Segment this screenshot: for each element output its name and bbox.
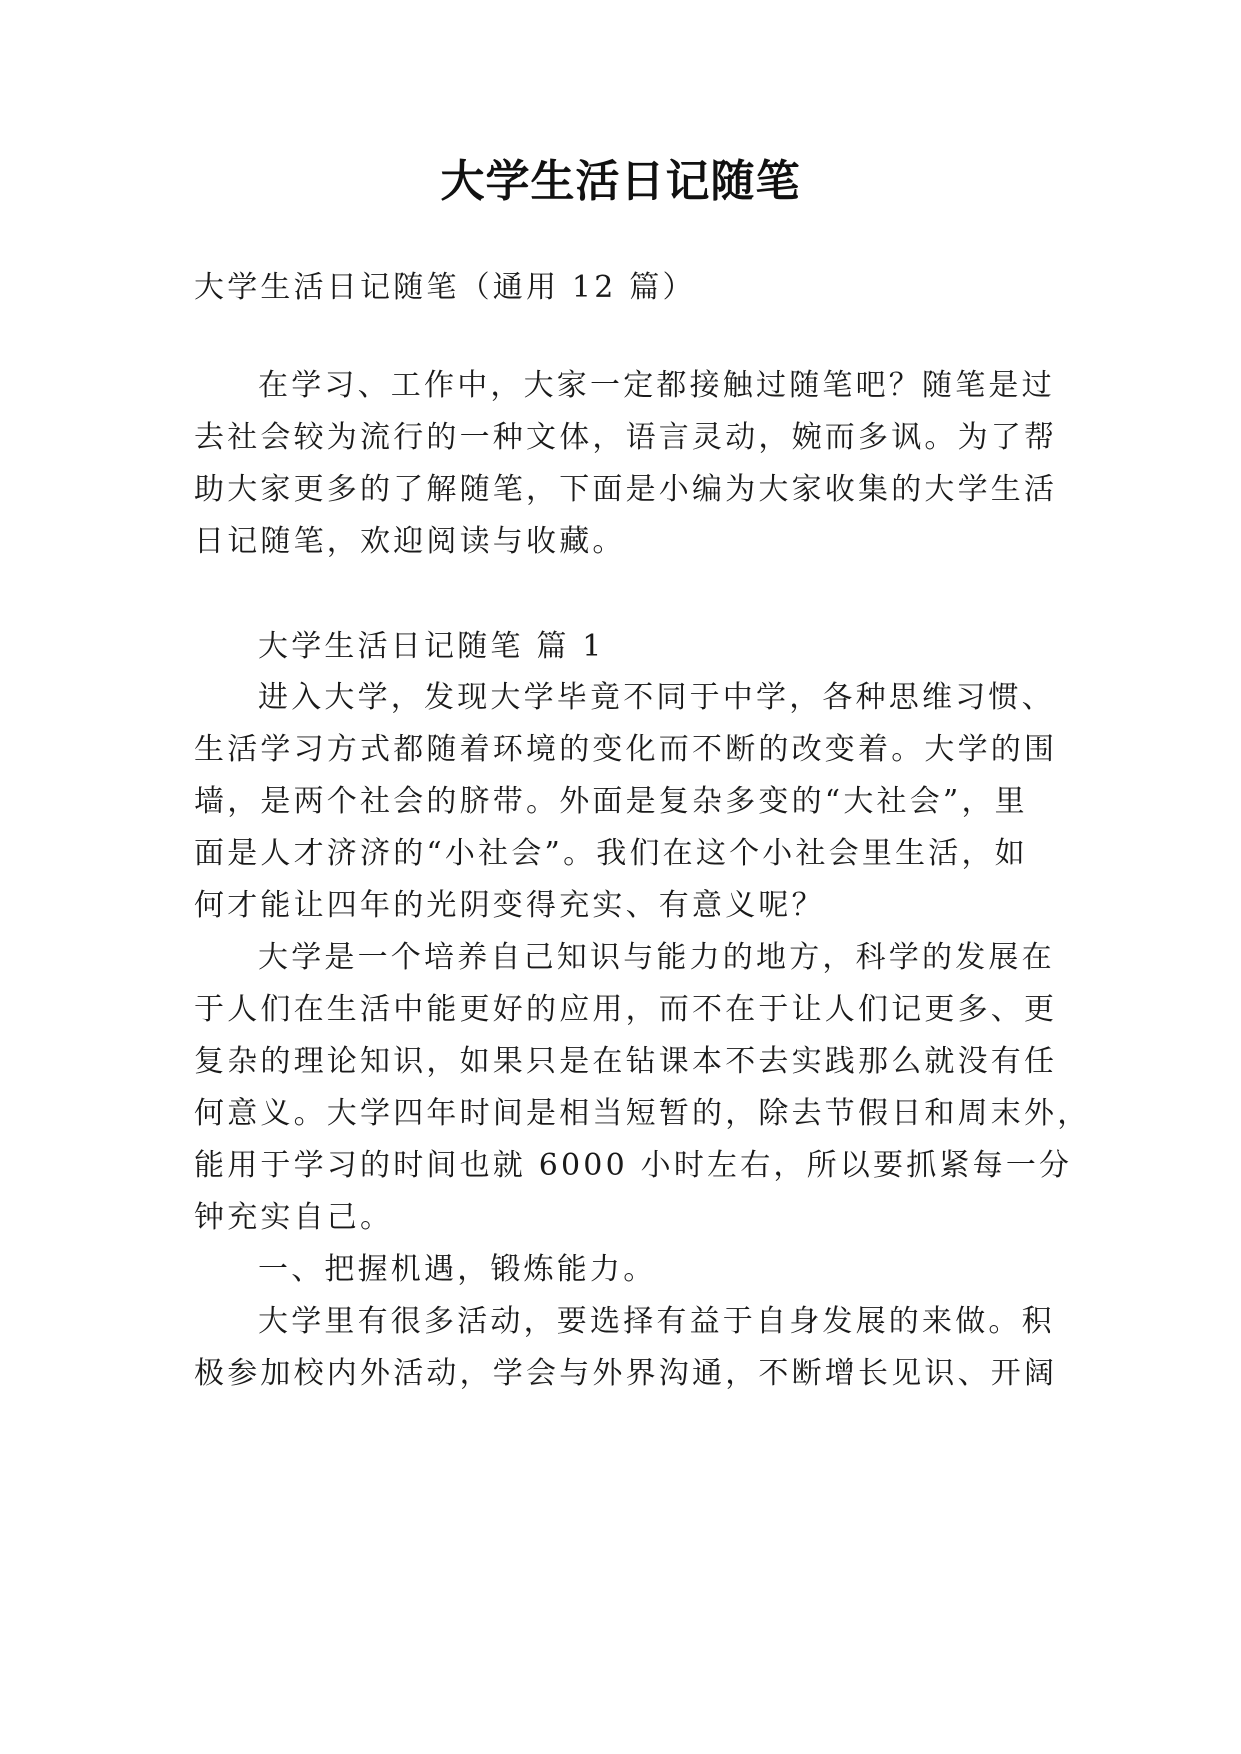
- paragraph-line: 大学里有很多活动，要选择有益于自身发展的来做。积: [258, 1304, 1055, 1339]
- paragraph-line: 能用于学习的时间也就 6000 小时左右，所以要抓紧每一分: [194, 1148, 1073, 1183]
- paragraph-line: 墙，是两个社会的脐带。外面是复杂多变的“大社会”，里: [194, 784, 1028, 819]
- paragraph-line: 大学是一个培养自己知识与能力的地方，科学的发展在: [258, 940, 1055, 975]
- intro-line: 日记随笔，欢迎阅读与收藏。: [194, 524, 626, 559]
- paragraph-line: 生活学习方式都随着环境的变化而不断的改变着。大学的围: [194, 732, 1058, 767]
- intro-line: 助大家更多的了解随笔，下面是小编为大家收集的大学生活: [194, 472, 1058, 507]
- paragraph-line: 面是人才济济的“小社会”。我们在这个小社会里生活，如: [194, 836, 1028, 871]
- document-title: 大学生活日记随笔: [440, 156, 801, 207]
- intro-line: 在学习、工作中，大家一定都接触过随笔吧？随笔是过: [258, 368, 1055, 403]
- document-subtitle: 大学生活日记随笔（通用 12 篇）: [194, 270, 696, 305]
- paragraph-line: 于人们在生活中能更好的应用，而不在于让人们记更多、更: [194, 992, 1058, 1027]
- paragraph-line: 进入大学，发现大学毕竟不同于中学，各种思维习惯、: [258, 680, 1055, 715]
- paragraph-line: 何才能让四年的光阴变得充实、有意义呢？: [194, 888, 825, 923]
- paragraph-line: 钟充实自己。: [194, 1200, 394, 1235]
- section-heading: 大学生活日记随笔 篇 1: [258, 629, 605, 664]
- point-heading: 一、把握机遇，锻炼能力。: [258, 1252, 657, 1287]
- paragraph-line: 极参加校内外活动，学会与外界沟通，不断增长见识、开阔: [194, 1356, 1058, 1391]
- paragraph-line: 何意义。大学四年时间是相当短暂的，除去节假日和周末外，: [194, 1096, 1091, 1131]
- intro-line: 去社会较为流行的一种文体，语言灵动，婉而多讽。为了帮: [194, 420, 1058, 455]
- paragraph-line: 复杂的理论知识，如果只是在钻课本不去实践那么就没有任: [194, 1044, 1058, 1079]
